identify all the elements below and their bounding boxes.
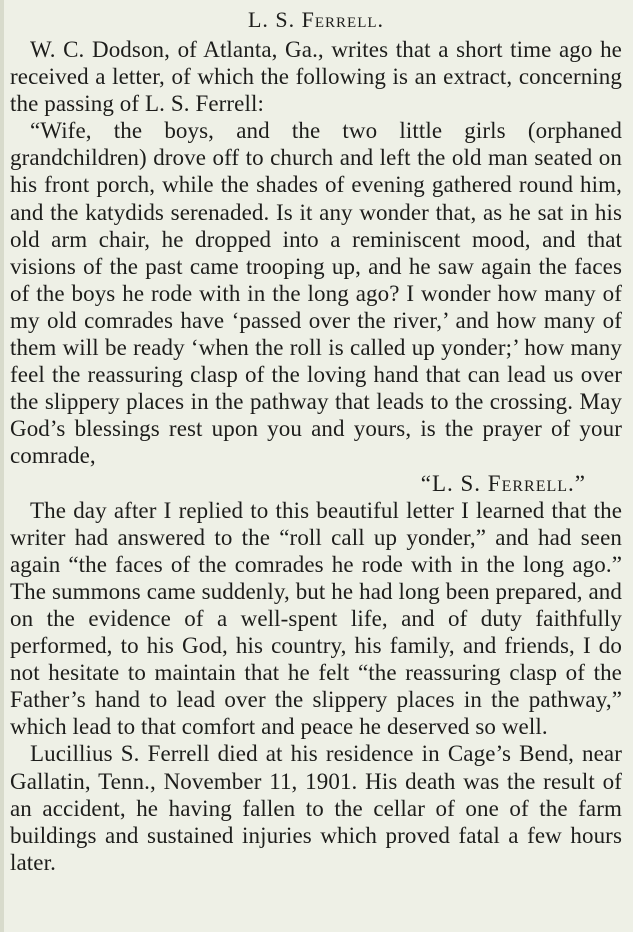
obituary-paragraph: Lucillius S. Ferrell died at his residence in Cage’s Bend, near Gallatin, Tenn., November 11, 1901. His death was the result of an accident, he having fallen to the cellar of one of the farm buildings and sustained injuries which proved fatal a few hours later. — [10, 741, 622, 875]
intro-paragraph: W. C. Dodson, of Atlanta, Ga., writes that a short time ago he received a letter, of which the following is an extract, concerning the passing of L. S. Ferrell: — [10, 37, 622, 117]
letter-signature: “L. S. Ferrell.” — [420, 470, 586, 496]
letter-quote-paragraph: “Wife, the boys, and the two little girls (orphaned grandchildren) drove off to church and left the old man seated on his front porch, while the shades of evening gathered round him, and the katydids serenaded. Is it any wonder that, as he sat in his old arm chair, he dropped into a reminiscent mood, and that visions of the past came trooping up, and he saw again the faces of the boys he rode with in the long ago? I wonder how many of my old comrades have ‘passed over the river,’ and how many of them will be ready ‘when the roll is called up yonder;’ how many feel the reassuring clasp of the loving hand that can lead us over the slippery places in the pathway that leads to the crossing. May God’s blessings rest upon you and yours, is the prayer of your comrade, — [10, 118, 622, 469]
article-title: L. S. Ferrell. — [247, 7, 385, 32]
reply-paragraph: The day after I replied to this beautiful letter I learned that the writer had answered to the “roll call up yonder,” and had seen again “the faces of the comrades he rode with in the long ago.” The summons came suddenly, but he had long been prepared, and on the evidence of a well-spent life, and of duty faithfully performed, to his God, his country, his family, and friends, I do not hesitate to maintain that he felt “the reassuring clasp of the Father’s hand to lead over the slippery places in the pathway,” which lead to that comfort and peace he deserved so well. — [10, 497, 622, 740]
page-edge-shadow — [0, 0, 4, 932]
article-column — [10, 6, 622, 876]
